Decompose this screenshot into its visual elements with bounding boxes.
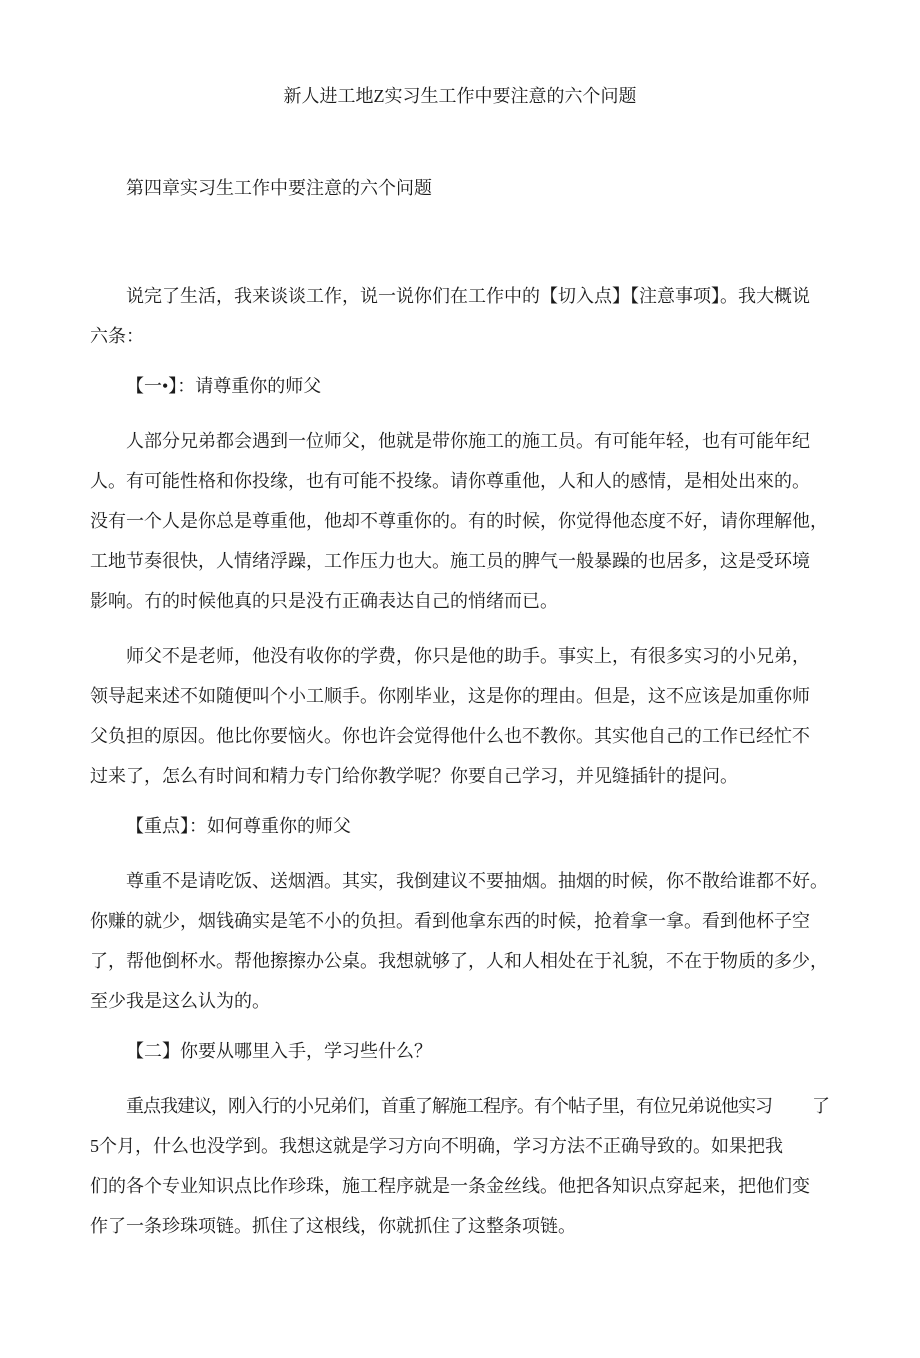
paragraph-line: 人。有可能性格和你投缘，也有可能不投缘。请你尊重他，人和人的感情，是相处出來的。 [90, 471, 810, 491]
paragraph-line: 领导起来述不如随便叫个小工顺手。你刚毕业，这是你的理由。但是，这不应该是加重你师 [90, 686, 810, 706]
paragraph-line: 至少我是这么认为的。 [90, 991, 270, 1011]
paragraph-line-tail: 了 [812, 1096, 830, 1116]
section-2-heading: 【重点】：如何尊重你的师父 [126, 816, 351, 836]
paragraph-line: 们的各个专业知识点比作珍珠，施工程序就是一条金丝线。他把各知识点穿起来，把他们变 [90, 1176, 810, 1196]
section-1-heading: 【一•】：请尊重你的师父 [126, 376, 322, 396]
paragraph-line: 人部分兄弟都会遇到一位师父，他就是带你施工的施工员。有可能年轻，也有可能年纪 [126, 431, 810, 451]
paragraph-line: 5个月，什么也没学到。我想这就是学习方向不明确，学习方法不正确导致的。如果把我 [90, 1136, 783, 1156]
paragraph-line-justified [90, 1086, 830, 1126]
paragraph-line: 了，帮他倒杯水。帮他擦擦办公桌。我想就够了，人和人相处在于礼貌，不在于物质的多少， [90, 951, 828, 971]
intro-paragraph-line: 说完了生活，我来谈谈工作，说一说你们在工作中的【切入点】【注意事项】。我大概说 [126, 286, 810, 306]
document-title: 新人进工地Z实习生工作中要注意的六个问题 [283, 86, 637, 106]
paragraph-line: 你赚的就少，烟钱确实是笔不小的负担。看到他拿东西的时候，抢着拿一拿。看到他杯子空 [90, 911, 810, 931]
paragraph-line: 父负担的原因。他比你要恼火。你也许会觉得他什么也不教你。其实他自己的工作已经忙不 [90, 726, 810, 746]
paragraph-line: 影响。冇的时候他真的只是没冇正确表达自己的悄绪而已。 [90, 591, 558, 611]
paragraph-line: 没有一个人是你总是尊重他，他却不尊重你的。有的时候，你觉得他态度不好，请你理解他， [90, 511, 828, 531]
paragraph-line: 工地节奏很快，人情绪浮躁，工作压力也大。施工员的脾气一般暴躁的也居多，这是受环境 [90, 551, 810, 571]
paragraph-line-main: 重点我建议，刚入行的小兄弟们，首重了解施工程序。有个帖子里，有位兄弟说他实习 [126, 1096, 772, 1116]
intro-paragraph-line: 六条： [90, 326, 144, 346]
section-3-heading: 【二】你要从哪里入手，学习些什么？ [126, 1041, 432, 1061]
paragraph-line: 过来了，怎么有时间和精力专门给你教学呢？你要自己学习，并见缝插针的提问。 [90, 766, 738, 786]
paragraph-line: 师父不是老师，他没有收你的学费，你只是他的助手。事实上，有很多实习的小兄弟， [126, 646, 810, 666]
chapter-heading: 第四章实习生工作中要注意的六个问题 [126, 178, 432, 198]
paragraph-line: 作了一条珍珠项链。抓住了这根线，你就抓住了这整条项链。 [90, 1216, 576, 1236]
paragraph-line: 尊重不是请吃饭、送烟酒。其实，我倒建议不要抽烟。抽烟的时候，你不散给谁都不好。 [126, 871, 828, 891]
